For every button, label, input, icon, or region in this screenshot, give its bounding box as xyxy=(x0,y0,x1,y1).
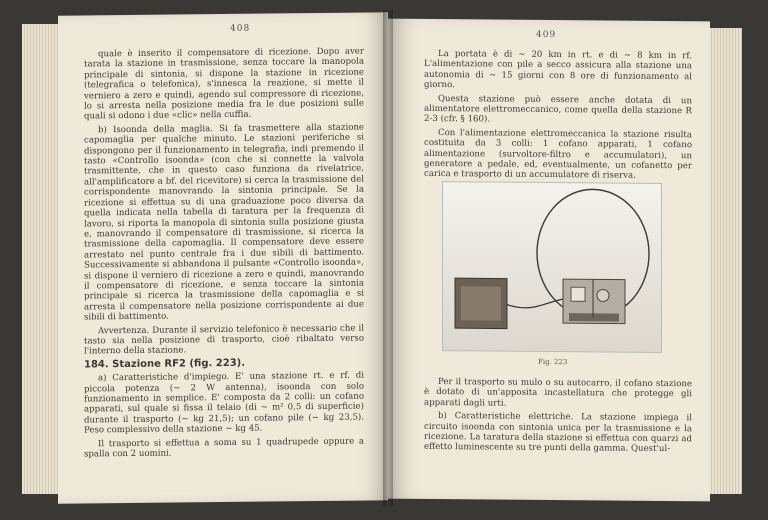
book-gutter xyxy=(383,10,393,506)
right-text-top xyxy=(424,49,692,185)
paragraph: Questa stazione può essere anche dotata di un alimentatore elettromeccanico, come quella della stazione R 2-3 (cfr. § 160). xyxy=(424,93,692,125)
paragraph: Avvertenza. Durante il servizio telefonico è necessario che il tasto sia nella posizione di trasporto, cioè ribaltato verso l'interno della stazione. xyxy=(84,323,364,357)
radio-illustration xyxy=(443,182,661,352)
figure-caption: Fig. 223 xyxy=(538,357,568,367)
paragraph: b) Isoonda della maglia. Si fa trasmettere alla stazione capomaglia per qualche minuto. Le stazioni periferiche si dispongono per il funzionamento in telegrafia, indi premendo il tasto «Controllo isoonda» (con che si connette la valvola trasmittente, che in questo caso funziona da rivelatrice, all'amplificatore a bf. del ricevitore) si cerca la trasmissione del corrispondente manovrando la sintonia principale. Se la ricezione si effettua su di una graduazione poco diversa da quella indicata nella tabella di taratura per la frequenza di lavoro, si riporta la manopola di sintonia sulla posizione giusta e, manovrando il compensatore di trasmissione, si ricerca la trasmissione della capomaglia. Il compensatore deve essere arrestato nel punto centrale fra i due sibili di battimento. Successivamente si abbandona il pulsante «Controllo isoonda», si dispone il verniero di ricezione a zero e quindi, manovrando il compensatore di ricezione, e senza toccare la sintonia principale si ricerca la trasmissione della capomaglia e si arresta il compensatore nella posizione corrispondente ai due sibili di battimento. xyxy=(84,122,364,323)
paragraph: Il trasporto si effettua a soma su 1 quadrupede oppure a spalla con 2 uomini. xyxy=(84,436,364,460)
paragraph: Per il trasporto su mulo o su autocarro, il cofano stazione è dotato di un'apposita incastellatura che protegge gli apparati dagli urti. xyxy=(424,377,692,409)
right-page-edges xyxy=(706,28,742,494)
left-text xyxy=(84,47,364,463)
paragraph: Con l'alimentazione elettromeccanica la stazione risulta costituita da 3 colli: 1 cofano apparati, 1 cofano alimentazione (survoltore-filtro e accumulatori), un generatore a pedale, ed, eventualmente, un cofanetto per carica e trasporto di un accumulatore di riserva. xyxy=(424,127,692,182)
right-page xyxy=(388,19,710,502)
page-number-right: 409 xyxy=(536,29,557,41)
section-heading: 184. Stazione RF2 (fig. 223). xyxy=(84,357,246,371)
page-number-left: 408 xyxy=(230,23,251,34)
left-page-edges xyxy=(22,24,62,494)
radio-station-photo xyxy=(442,181,662,353)
paragraph: La portata è di ~ 20 km in rt. e di ~ 8 km in rf. L'alimentazione con pile a secco assicura alla stazione una autonomia di ~ 15 giorni con 8 ore di funzionamento al giorno. xyxy=(424,49,692,91)
paragraph: a) Caratteristiche d'impiego. E' una stazione rt. e rf. di piccola potenza (~ 2 W antenna), isoonda con solo funzionamento in semplice. E' composta da 2 colli: un cofano apparati, sul quale si fissa il telaio (di ~ m² 0,5 di superficie) durante il trasporto (~ kg 21,5); un cofano pile (~ kg 23,5). Peso complessivo della stazione ~ kg 45. xyxy=(84,370,364,436)
paragraph: quale è inserito il compensatore di ricezione. Dopo aver tarata la stazione in trasmissione, senza toccare la manopola principale di sintonia, si dispone la stazione in ricezione (telegrafica o telefonica), s'innesca la reazione, si mette il verniero a zero e quindi, agendo sul compressore di ricezione, lo si arresta nella posizione media fra le due posizioni sulle quali si odono i due «clic» nella cuffia. xyxy=(84,46,364,122)
paragraph: b) Caratteristiche elettriche. La stazione impiega il circuito isoonda con sintonia unica per la trasmissione e la ricezione. La taratura della stazione si effettua con quarzi ad effetto luminescente su tre punti della gamma. Quest'ul- xyxy=(424,411,692,455)
left-page xyxy=(58,12,388,503)
right-text-bottom xyxy=(424,377,692,458)
